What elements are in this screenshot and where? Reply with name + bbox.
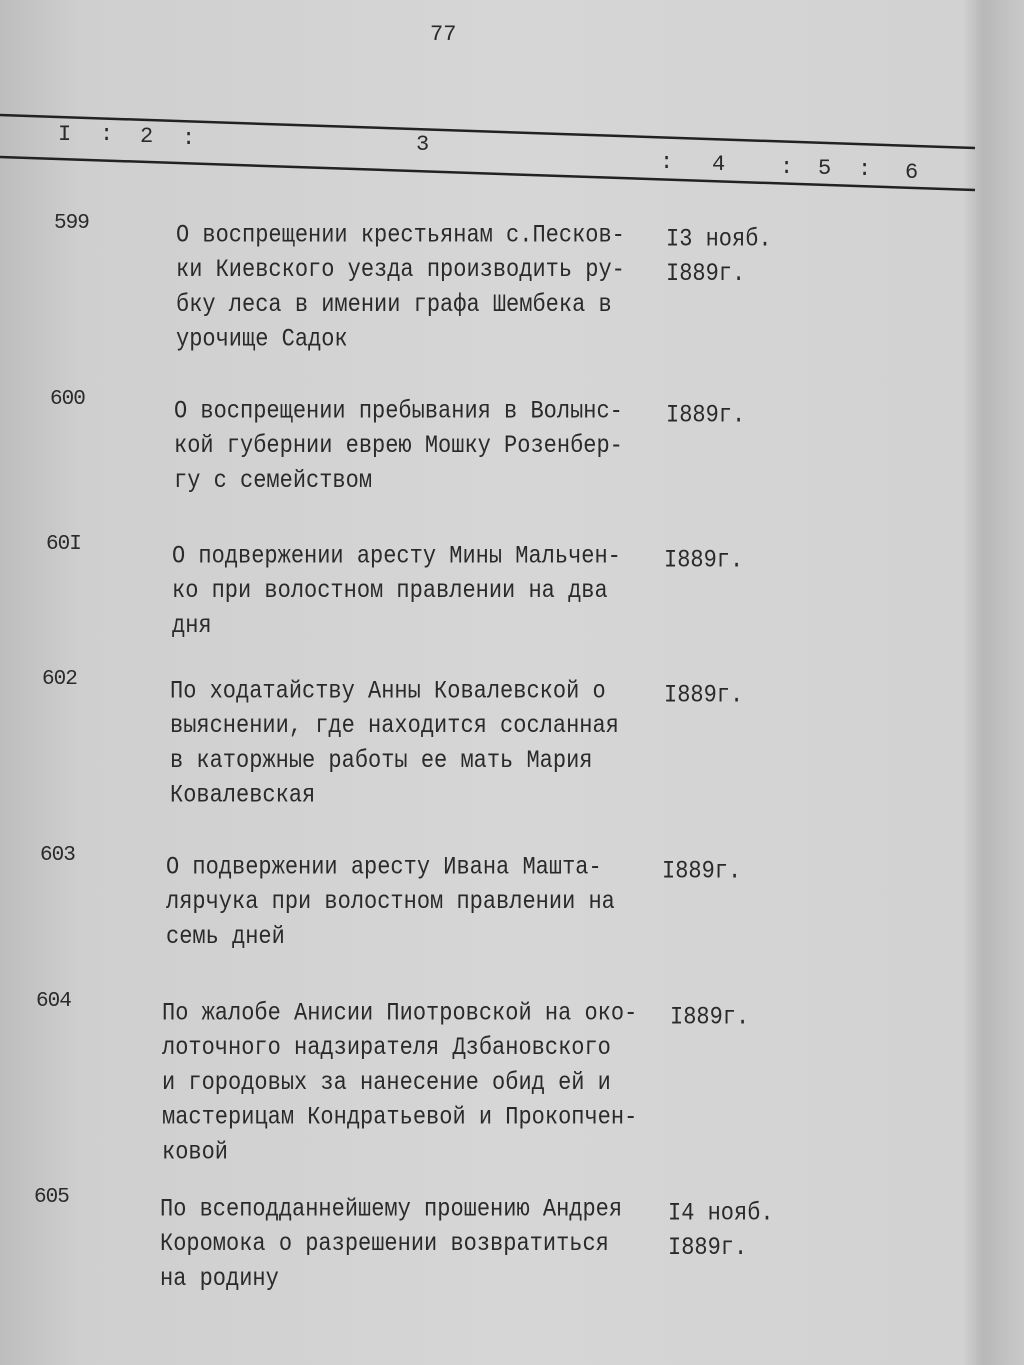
column-header-5: 5	[818, 156, 832, 181]
entry-description	[162, 996, 637, 1170]
description-line: Коромока о разрешении возвратиться	[160, 1230, 609, 1259]
column-header-6: 6	[905, 160, 919, 185]
entry-number: 604	[36, 990, 71, 1013]
description-line: лярчука при волостном правлении на	[166, 888, 615, 917]
header-rules	[0, 0, 1024, 220]
date-line: I889г.	[666, 401, 746, 430]
date-line: I889г.	[666, 260, 746, 289]
description-line: на родину	[160, 1264, 279, 1293]
entry-number: 60I	[46, 533, 81, 556]
description-line: ко при волостном правлении на два	[172, 577, 608, 606]
description-line: Ковалевская	[170, 781, 316, 810]
date-line: I3 нояб.	[666, 225, 772, 254]
description-line: По жалобе Анисии Пиотровской на око-	[162, 999, 638, 1028]
page-number: 77	[430, 22, 457, 47]
entry-description	[176, 218, 625, 357]
column-separator: :	[100, 122, 114, 147]
description-line: лоточного надзирателя Дзбановского	[162, 1034, 611, 1063]
date-line: I889г.	[664, 681, 744, 710]
column-header-2: 2	[140, 124, 154, 149]
date-line: I889г.	[662, 857, 742, 886]
entry-date	[666, 398, 745, 433]
description-line: гу с семейством	[174, 466, 373, 495]
column-separator: :	[660, 150, 674, 175]
description-line: О воспрещении крестьянам с.Песков-	[176, 221, 625, 250]
description-line: О подвержении аресту Мины Мальчен-	[172, 542, 621, 571]
entry-description	[170, 674, 619, 813]
entry-number: 600	[50, 388, 85, 411]
description-line: в каторжные работы ее мать Мария	[170, 746, 593, 775]
description-line: и городовых за нанесение обид ей и	[162, 1068, 611, 1097]
description-line: мастерицам Кондратьевой и Прокопчен-	[162, 1103, 638, 1132]
entry-number: 603	[40, 844, 75, 867]
description-line: семь дней	[166, 922, 285, 951]
date-line: I4 нояб.	[668, 1199, 774, 1228]
entry-date	[664, 678, 743, 713]
description-line: урочище Садок	[176, 325, 348, 354]
description-line: По ходатайству Анны Ковалевской о	[170, 677, 606, 706]
entry-date	[664, 543, 743, 578]
description-line: кой губернии еврею Мошку Розенбер-	[174, 432, 623, 461]
entry-description	[174, 394, 623, 498]
description-line: выяснении, где находится сосланная	[170, 712, 619, 741]
entry-number: 602	[42, 668, 77, 691]
date-line: I889г.	[668, 1234, 748, 1263]
date-line: I889г.	[664, 546, 744, 575]
column-separator: :	[780, 155, 794, 180]
description-line: дня	[172, 611, 212, 640]
entry-date	[668, 1196, 774, 1265]
description-line: ковой	[162, 1138, 229, 1167]
entry-date	[670, 1000, 749, 1035]
description-line: По всеподданнейшему прошению Андрея	[160, 1195, 623, 1224]
description-line: О воспрещении пребывания в Волынс-	[174, 397, 623, 426]
column-header-3: 3	[416, 132, 430, 157]
entry-description	[166, 850, 615, 954]
entry-description	[172, 539, 621, 643]
date-line: I889г.	[670, 1003, 750, 1032]
entry-number: 605	[34, 1186, 69, 1209]
column-separator: :	[858, 157, 872, 182]
entry-date	[662, 854, 741, 889]
column-header-4: 4	[712, 152, 726, 177]
entry-number: 599	[54, 212, 89, 235]
description-line: ки Киевского уезда производить ру-	[176, 256, 625, 285]
entry-date	[666, 222, 772, 291]
column-header-1: I	[58, 122, 72, 147]
column-separator: :	[182, 126, 196, 151]
description-line: бку леса в имении графа Шембека в	[176, 290, 612, 319]
entry-description	[160, 1192, 622, 1296]
description-line: О подвержении аресту Ивана Машта-	[166, 853, 602, 882]
